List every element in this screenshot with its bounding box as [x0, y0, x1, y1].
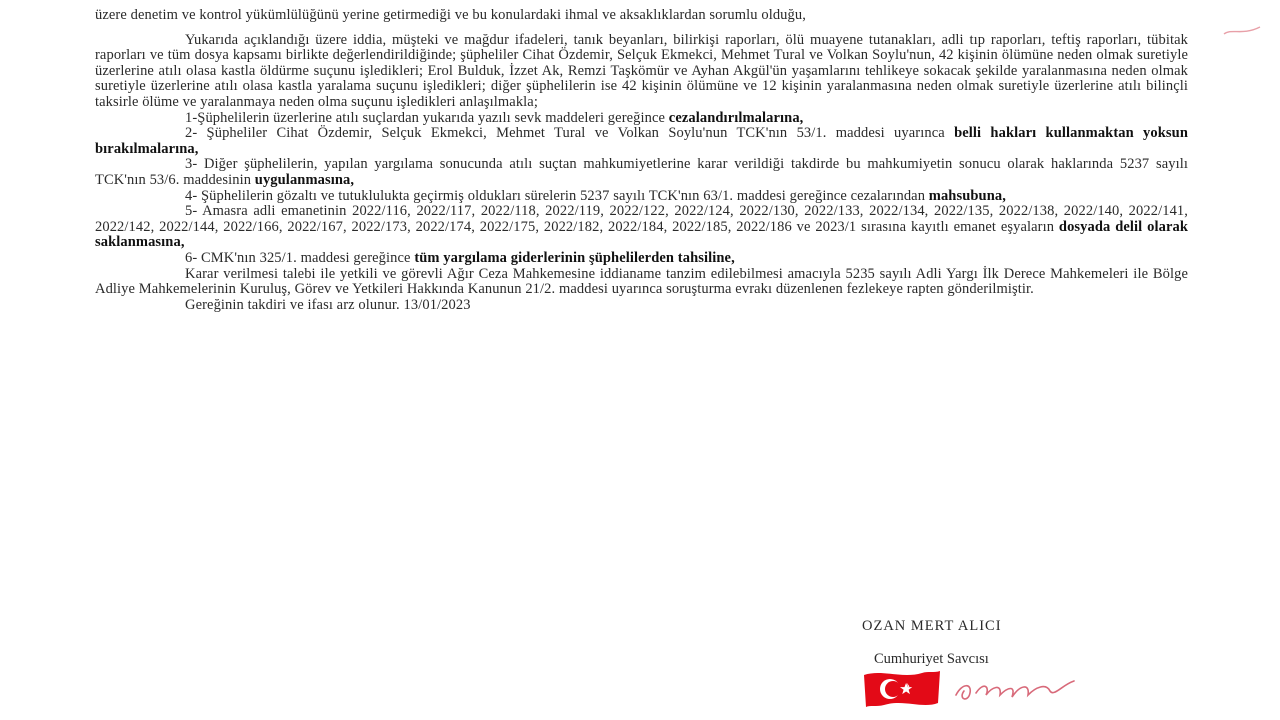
bold-text: uygulanmasına, — [254, 171, 355, 188]
paragraph-text: 1-Şüphelilerin üzerlerine atılı suçlardan yukarıda yazılı sevk maddeleri gereğince — [185, 109, 669, 126]
paragraph-text: Yukarıda açıklandığı üzere iddia, müşteki ve mağdur ifadeleri, tanık beyanları, bilirkişi raporları, ölü muayene tutanakları, adli tıp raporları, teftiş raporları, tübitak raporları ve tüm dosya kapsamı birlikte değerlendirildiğinde; şüpheliler Cihat Özdemir, Selçuk Ekmekci, Mehmet Tural ve Volkan Soylu'nun, 42 kişinin ölümüne neden olmak suretiyle üzerlerine atılı olasa kastla öldürme suçunu işledikleri; Erol Bulduk, İzzet Ak, Remzi Taşkömür ve Ayhan Akgül'ün yaşamlarını tehlikeye sokacak şekilde yaralanmasına neden olmak suretiyle üzerlerine atılı olasa kastla yaralama suçunu işledikleri; diğer şüphelilerin ise 42 kişinin ölümüne ve 12 kişinin yaralanmasına neden olmak suretiyle üzerlerine atılı bilinçli taksirle ölüme ve yaralanmaya neden olma suçunu işledikleri anlaşılmakla; — [95, 31, 1188, 110]
handwritten-signature — [950, 673, 1080, 707]
bold-text: tüm yargılama giderlerinin şüphelilerden tahsiline, — [414, 249, 735, 266]
paragraph — [95, 111, 1188, 127]
paragraph — [95, 126, 1188, 157]
signatory-title: Cumhuriyet Savcısı — [874, 651, 989, 667]
pen-mark-icon — [1222, 24, 1262, 38]
paragraph — [95, 33, 1188, 111]
paragraph — [95, 189, 1188, 205]
paragraph-text: 2- Şüpheliler Cihat Özdemir, Selçuk Ekmekci, Mehmet Tural ve Volkan Soylu'nun TCK'nın 53/1. maddesi uyarınca — [185, 125, 955, 142]
turkish-flag-icon — [862, 669, 942, 709]
paragraph-text: 4- Şüphelilerin gözaltı ve tutuklulukta geçirmiş oldukları sürelerin 5237 sayılı TCK'nın 63/1. maddesi gereğince cezalarından — [185, 187, 929, 204]
paragraph — [95, 8, 1188, 24]
signatory-name: OZAN MERT ALICI — [862, 618, 1002, 634]
paragraph-text: 3- Diğer şüphelilerin, yapılan yargılama sonucunda atılı suçtan mahkumiyetlerine karar verildiği takdirde bu mahkumiyetin sonucu olarak haklarında 5237 sayılı TCK'nın 53/6. maddesinin — [95, 156, 1188, 188]
bold-text: mahsubuna, — [928, 187, 1006, 204]
paragraph-text: 5- Amasra adli emanetinin 2022/116, 2022/117, 2022/118, 2022/119, 2022/122, 2022/124, 2022/130, 2022/133, 2022/134, 2022/135, 2022/138, 2022/140, 2022/141, 2022/142, 2022/144, 2022/166, 2022/167, 2022/173, 2022/174, 2022/175, 2022/182, 2022/184, 2022/185, 2022/186 ve 2023/1 sırasına kayıtlı emanet eşyaların — [95, 203, 1188, 235]
paragraph — [95, 251, 1188, 267]
bold-text: dosyada delil olarak saklanmasına, — [95, 218, 1189, 251]
bold-text: cezalandırılmalarına, — [668, 109, 804, 126]
paragraph — [95, 157, 1188, 188]
paragraph — [95, 267, 1188, 298]
document-body — [95, 8, 1188, 313]
bold-text: belli hakları kullanmaktan yoksun bırakılmalarına, — [95, 125, 1188, 157]
paragraph — [95, 298, 1188, 314]
paragraph-text: üzere denetim ve kontrol yükümlülüğünü yerine getirmediği ve bu konulardaki ihmal ve aksaklıklardan sorumlu olduğu, — [95, 7, 806, 23]
paragraph-text: Gereğinin takdiri ve ifası arz olunur. 13/01/2023 — [185, 296, 471, 313]
paragraph — [95, 204, 1188, 251]
paragraph-text: Karar verilmesi talebi ile yetkili ve görevli Ağır Ceza Mahkemesine iddianame tanzim edilebilmesi amacıyla 5235 sayılı Adli Yargı İlk Derece Mahkemeleri ile Bölge Adliye Mahkemelerinin Kuruluş, Görev ve Yetkileri Hakkında Kanunun 21/2. maddesi uyarınca soruşturma evrakı düzenlenen fezlekeye rapten gönderilmiştir. — [95, 265, 1188, 298]
paragraph-text: 6- CMK'nın 325/1. maddesi gereğince — [185, 249, 415, 266]
